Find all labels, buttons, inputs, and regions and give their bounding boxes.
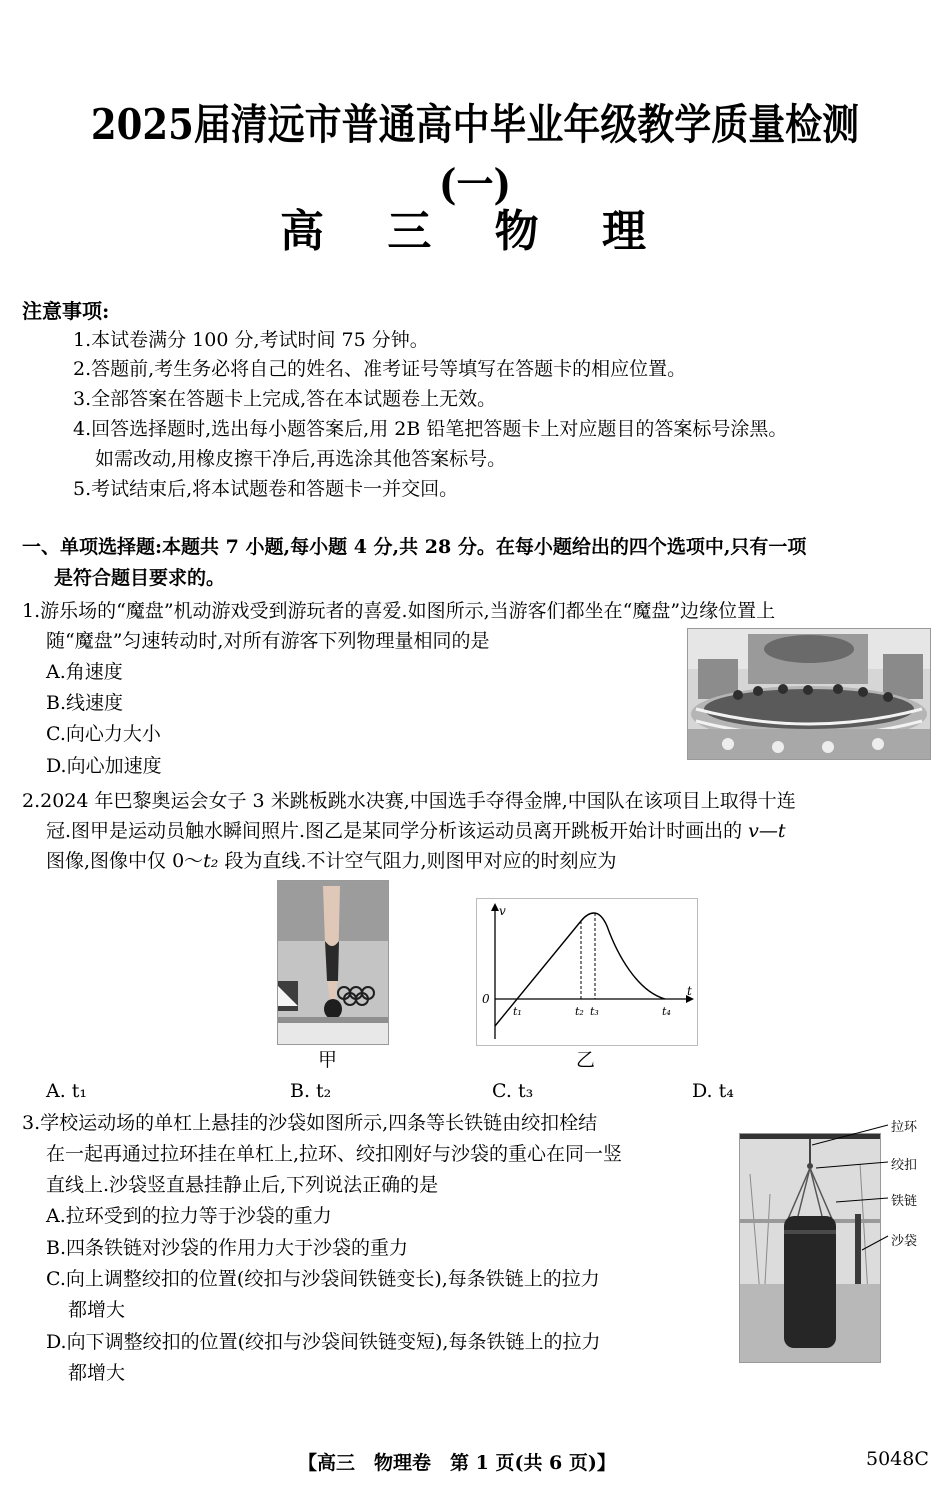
origin-label: 0	[482, 992, 490, 1006]
q3-stem-cont: 在一起再通过拉环挂在单杠上,拉环、绞扣刚好与沙袋的重心在同一竖	[46, 1143, 623, 1165]
section-heading-cont: 是符合题目要求的。	[54, 567, 226, 589]
q3-stem: 3.学校运动场的单杠上悬挂的沙袋如图所示,四条等长铁链由绞扣栓结	[22, 1112, 598, 1134]
notice-heading: 注意事项:	[22, 299, 110, 323]
q2-stem-cont	[46, 816, 786, 846]
vt-graph	[476, 898, 698, 1046]
q2-stem-text3: 段为直线.不计空气阻力,则图甲对应的时刻应为	[218, 850, 617, 872]
notice-item: 5.考试结束后,将本试题卷和答题卡一并交回。	[73, 478, 459, 500]
t2-inline: t₂	[203, 850, 219, 872]
label-pull-ring: 拉环	[891, 1120, 918, 1135]
diver-photo	[277, 880, 389, 1045]
label-chain: 铁链	[891, 1194, 918, 1209]
y-axis-arrow	[491, 903, 499, 911]
t-axis-label: t	[687, 984, 692, 998]
t4-label: t₄	[662, 1005, 671, 1018]
notice-item: 如需改动,用橡皮擦干净后,再选涂其他答案标号。	[95, 448, 507, 470]
q2-option-d: D. t₄	[692, 1080, 734, 1102]
q2-option-a: A. t₁	[46, 1080, 88, 1102]
t2-label: t₂	[575, 1005, 584, 1018]
q2-option-c: C. t₃	[492, 1080, 534, 1102]
q3-stem-cont2: 直线上.沙袋竖直悬挂静止后,下列说法正确的是	[46, 1174, 439, 1196]
t1-label: t₁	[513, 1005, 522, 1018]
paper-code: 5048C	[866, 1448, 929, 1470]
notice-item: 3.全部答案在答题卡上完成,答在本试题卷上无效。	[73, 388, 497, 410]
q2-stem: 2.2024 年巴黎奥运会女子 3 米跳板跳水决赛,中国选手夺得金牌,中国队在该项目上取得十连	[22, 790, 796, 812]
label-clasp: 绞扣	[891, 1158, 918, 1173]
fig-a-caption: 甲	[318, 1049, 338, 1071]
q1-stem: 1.游乐场的“魔盘”机动游戏受到游玩者的喜爱.如图所示,当游客们都坐在“魔盘”边缘位置上	[22, 600, 776, 622]
q1-option-c: C.向心力大小	[46, 723, 161, 745]
q1-option-b: B.线速度	[46, 692, 124, 714]
notice-item: 4.回答选择题时,选出每小题答案后,用 2B 铅笔把答题卡上对应题目的答案标号涂黑。	[73, 418, 788, 440]
v-axis-label: v	[499, 904, 506, 918]
label-sandbag: 沙袋	[891, 1234, 918, 1249]
q1-stem-cont: 随“魔盘”匀速转动时,对所有游客下列物理量相同的是	[46, 630, 490, 652]
q2-option-b: B. t₂	[290, 1080, 332, 1102]
exam-title: 2025届清远市普通高中毕业年级教学质量检测(一)	[90, 100, 860, 209]
vt-label: v—t	[748, 820, 786, 842]
t3-label: t₃	[590, 1005, 599, 1018]
q2-stem-cont2	[46, 846, 617, 876]
section-heading: 一、单项选择题:本题共 7 小题,每小题 4 分,共 28 分。在每小题给出的四个选项中,只有一项	[22, 536, 807, 558]
q2-stem-text2: 图像,图像中仅 0～	[46, 850, 204, 872]
q3-option-b: B.四条铁链对沙袋的作用力大于沙袋的重力	[46, 1237, 409, 1259]
q3-option-d: D.向下调整绞扣的位置(绞扣与沙袋间铁链变短),每条铁链上的拉力	[46, 1331, 601, 1353]
q3-option-c-cont: 都增大	[68, 1299, 126, 1321]
page-footer: 【高三 物理卷 第 1 页(共 6 页)】	[298, 1452, 616, 1474]
q3-option-d-cont: 都增大	[68, 1362, 126, 1384]
notice-item: 1.本试卷满分 100 分,考试时间 75 分钟。	[73, 329, 429, 351]
q3-option-a: A.拉环受到的拉力等于沙袋的重力	[46, 1205, 332, 1227]
label-leaders	[812, 1118, 892, 1268]
fig-b-caption: 乙	[576, 1049, 596, 1071]
subject-title: 高 三 物 理	[280, 206, 670, 257]
notice-item: 2.答题前,考生务必将自己的姓名、准考证号等填写在答题卡的相应位置。	[73, 358, 687, 380]
q3-option-c: C.向上调整绞扣的位置(绞扣与沙袋间铁链变长),每条铁链上的拉力	[46, 1268, 600, 1290]
magic-disc-photo	[687, 628, 931, 760]
q2-stem-text: 冠.图甲是运动员触水瞬间照片.图乙是某同学分析该运动员离开跳板开始计时画出的	[46, 820, 743, 842]
q1-option-d: D.向心加速度	[46, 755, 162, 777]
q1-option-a: A.角速度	[46, 661, 123, 683]
